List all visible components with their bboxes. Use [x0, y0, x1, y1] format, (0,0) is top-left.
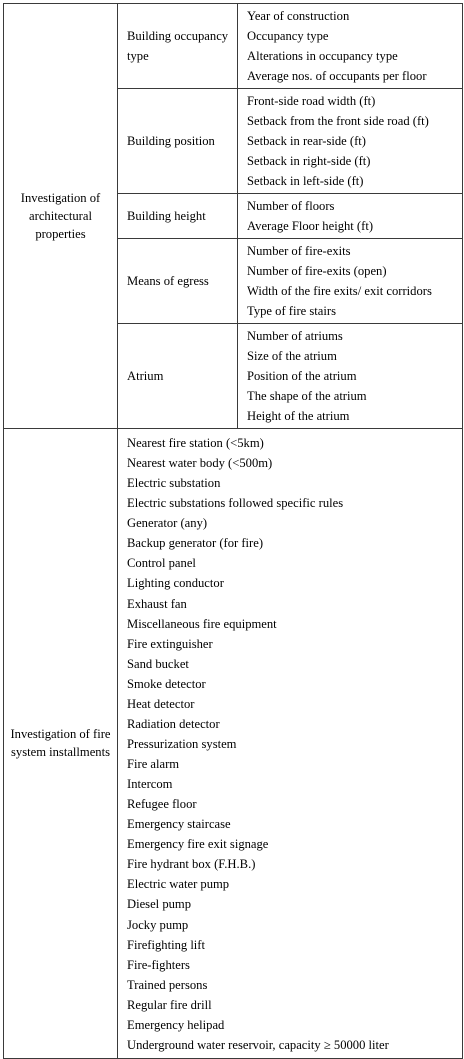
list-item: Emergency staircase — [127, 817, 231, 832]
list-item: Electric substation — [127, 476, 221, 491]
list-item: Pressurization system — [127, 736, 237, 751]
list-item: Number of fire-exits (open) — [247, 264, 387, 278]
list-item: Electric substations followed specific rules — [127, 496, 344, 511]
subsection-building-height: Building height — [118, 194, 238, 239]
items-means-of-egress — [238, 239, 463, 324]
list-item: Miscellaneous fire equipment — [127, 616, 277, 631]
list-item: Lighting conductor — [127, 576, 224, 591]
subsection-building-occupancy-type: Building occupancy type — [118, 4, 238, 89]
category-architectural: Investigation of architectural properties — [4, 4, 118, 429]
list-item: Fire hydrant box (F.H.B.) — [127, 857, 256, 872]
list-item: Trained persons — [127, 977, 208, 992]
list-item: Setback in rear-side (ft) — [247, 134, 366, 148]
list-item: Average nos. of occupants per floor — [247, 69, 427, 83]
list-item: Number of atriums — [247, 329, 343, 343]
list-item: Width of the fire exits/ exit corridors — [247, 284, 432, 298]
list-item: The shape of the atrium — [247, 389, 367, 403]
list-item: Setback in left-side (ft) — [247, 174, 364, 188]
list-item: Setback from the front side road (ft) — [247, 114, 429, 128]
items-building-occupancy-type — [238, 4, 463, 89]
subsection-means-of-egress: Means of egress — [118, 239, 238, 324]
list-item: Alterations in occupancy type — [247, 49, 398, 63]
list-item: Number of fire-exits — [247, 244, 351, 258]
list-item: Backup generator (for fire) — [127, 536, 264, 551]
list-item: Firefighting lift — [127, 937, 206, 952]
list-item: Front-side road width (ft) — [247, 94, 376, 108]
items-fire-system — [118, 429, 463, 1059]
list-item: Fire-fighters — [127, 957, 190, 972]
list-item: Refugee floor — [127, 797, 197, 812]
list-item: Emergency fire exit signage — [127, 837, 269, 852]
list-item: Average Floor height (ft) — [247, 219, 374, 233]
list-item: Height of the atrium — [247, 409, 350, 423]
list-item: Fire extinguisher — [127, 636, 213, 651]
list-item: Heat detector — [127, 696, 195, 711]
list-item: Jocky pump — [127, 917, 189, 932]
list-item: Setback in right-side (ft) — [247, 154, 371, 168]
list-item: Nearest water body (<500m) — [127, 456, 273, 471]
list-item: Nearest fire station (<5km) — [127, 436, 264, 450]
list-item: Regular fire drill — [127, 997, 212, 1012]
items-building-position — [238, 89, 463, 194]
category-fire-system: Investigation of fire system installments — [4, 429, 118, 1059]
list-item: Emergency helipad — [127, 1017, 225, 1032]
list-item: Radiation detector — [127, 716, 220, 731]
list-item: Size of the atrium — [247, 349, 337, 363]
fire-safety-checklist-table — [3, 3, 463, 1059]
list-item: Control panel — [127, 556, 196, 571]
list-item: Diesel pump — [127, 897, 192, 912]
list-item: Exhaust fan — [127, 596, 187, 611]
items-building-height — [238, 194, 463, 239]
list-item: Generator (any) — [127, 516, 208, 531]
list-item: Type of fire stairs — [247, 304, 336, 318]
list-item: Occupancy type — [247, 29, 329, 43]
subsection-atrium: Atrium — [118, 324, 238, 429]
list-item: Year of construction — [247, 9, 350, 23]
list-item: Fire alarm — [127, 757, 180, 771]
list-item: Number of floors — [247, 199, 335, 213]
table-row — [4, 4, 463, 89]
list-item: Underground water reservoir, capacity ≥ 50000 liter — [127, 1037, 389, 1052]
list-item: Smoke detector — [127, 676, 206, 691]
subsection-building-position: Building position — [118, 89, 238, 194]
items-atrium — [238, 324, 463, 429]
list-item: Intercom — [127, 777, 173, 792]
table-row — [4, 429, 463, 1059]
list-item: Electric water pump — [127, 877, 230, 892]
list-item: Position of the atrium — [247, 369, 357, 383]
list-item: Sand bucket — [127, 656, 189, 671]
